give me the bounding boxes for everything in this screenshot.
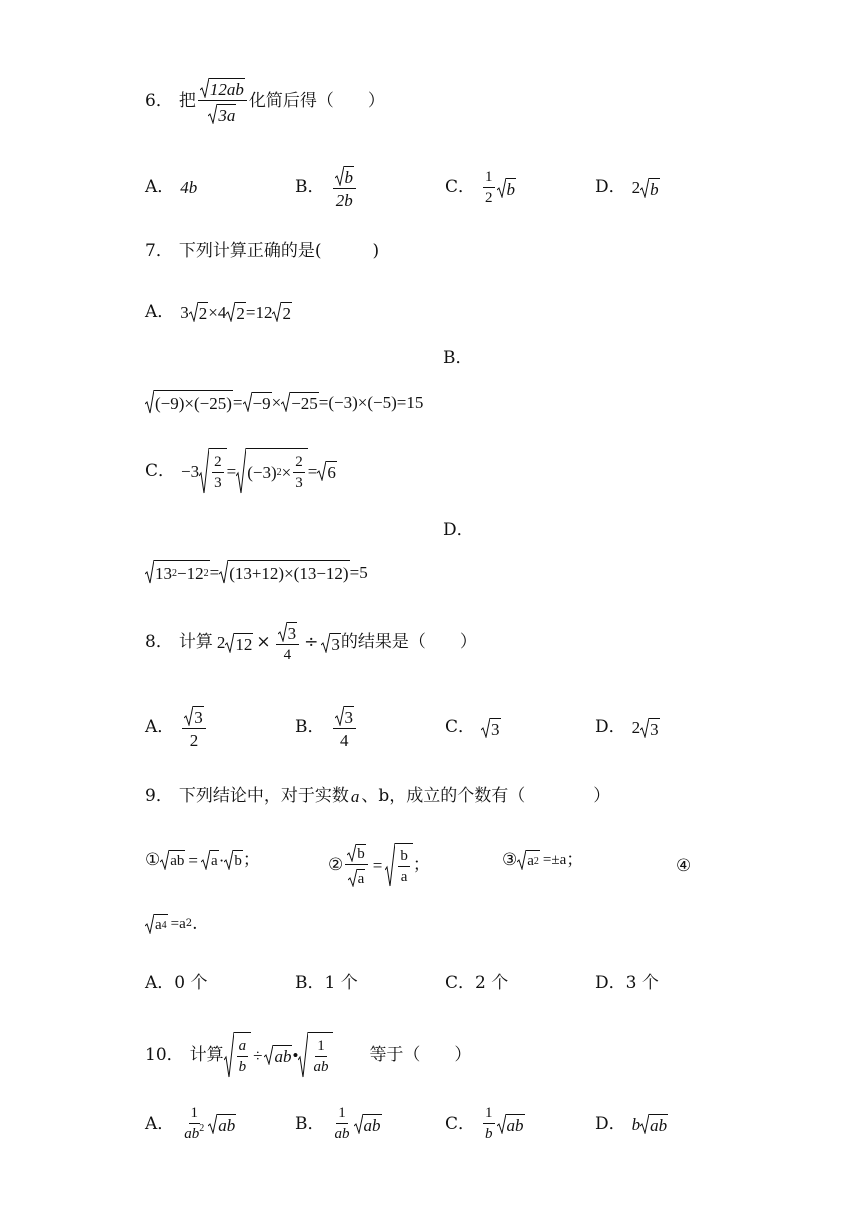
radical: b — [640, 178, 660, 198]
radical: 6 — [317, 461, 337, 481]
radical: 13 2 −12 2 — [145, 560, 210, 584]
option-c[interactable]: C． $\frac{1}{2}$ b — [445, 168, 516, 206]
radical — [385, 843, 413, 887]
radical: 3 — [184, 706, 204, 726]
radical — [298, 1032, 333, 1078]
option-c[interactable]: C． 2 个 — [445, 973, 509, 993]
question-9-stem: 9 ． 下列结论中，对于实数 a 、b，成立的个数有（ ） — [145, 786, 611, 806]
question-text: 下列结论中，对于实数 — [178, 786, 349, 806]
radical: 2 — [226, 302, 246, 322]
radical: −9 — [243, 392, 272, 412]
question-number: 6 — [145, 90, 156, 111]
radical: −25 — [281, 392, 319, 412]
question-7-option-d[interactable]: 13 2 −12 2 = (13+12)×(13−12) =5 — [145, 560, 368, 584]
question-text: 把 — [178, 90, 196, 111]
question-8-stem: 8 ． 计算 2 12 × $\frac{3}{4}$ ÷ 3 的结果是（ ） — [145, 622, 477, 663]
fraction — [198, 78, 247, 124]
fraction: $\frac{3}{2}$ — [182, 706, 206, 749]
radical: (13+12)×(13−12) — [219, 560, 349, 584]
radical: ab — [497, 1114, 525, 1134]
question-number: 10 — [145, 1044, 167, 1065]
option-d[interactable]: D． b ab — [595, 1113, 668, 1135]
question-8-options — [145, 706, 705, 749]
question-10-options — [145, 1106, 705, 1142]
fraction: $\frac{3}{4}$ — [276, 622, 300, 663]
radical: a 4 — [145, 914, 168, 934]
option-b[interactable]: B． $\frac{b}{2b}$ — [295, 166, 445, 209]
fraction: $\frac{b}{2b}$ — [333, 166, 357, 209]
fraction: $\frac{1}{ab}$ — [313, 1037, 329, 1075]
radical: ab — [208, 1114, 236, 1134]
question-text: 等于（ ） — [369, 1044, 472, 1065]
fraction: $\frac{2}{3}$ — [214, 453, 222, 491]
option-a[interactable]: A． 4b — [145, 177, 198, 198]
fraction — [345, 843, 368, 887]
fraction: $\frac{2}{3}$ — [295, 453, 303, 491]
option-d-label[interactable]: D． — [443, 520, 474, 540]
statement-3: ③ a 2 =±a ； — [502, 849, 584, 870]
radical: 2 — [272, 302, 292, 322]
radical: (−9)×(−25) — [145, 390, 233, 414]
statement-4: a 4 =a 2 . — [145, 914, 198, 934]
question-text: 计算 — [178, 632, 213, 653]
radical: 3 — [321, 633, 341, 653]
radical: 3 — [640, 718, 660, 738]
fraction: $\frac{a}{b}$ — [238, 1037, 247, 1075]
option-c[interactable]: C． 3 — [445, 717, 500, 739]
option-a[interactable]: A． $\frac{1}{ab^2}$ ab — [145, 1105, 236, 1142]
question-7-option-b[interactable]: (−9)×(−25) = −9 × −25 =(−3)×(−5)=15 — [145, 390, 423, 414]
option-c[interactable]: C． $\frac{1}{b}$ ab — [445, 1105, 524, 1142]
radical: b — [347, 844, 366, 862]
radical — [199, 448, 227, 494]
question-number: 7 — [145, 241, 156, 261]
radical: 2 — [189, 302, 209, 322]
radical: b — [224, 850, 243, 870]
radical: ab — [160, 850, 185, 870]
option-b[interactable]: B． $\frac{3}{4}$ — [295, 706, 445, 749]
radical: 3 — [335, 706, 355, 726]
radical: 12 — [225, 633, 253, 653]
question-6-options — [145, 166, 705, 209]
question-text: 的结果是（ ） — [340, 632, 477, 653]
radical: 12ab — [200, 78, 245, 98]
radical: a 2 — [517, 850, 540, 870]
option-a[interactable]: A． $\frac{3}{2}$ — [145, 706, 295, 749]
radical: ab — [640, 1114, 668, 1134]
statement-4-mark: ④ — [676, 856, 692, 876]
statement-2: ② $\frac{b}{a}$ = $\frac{b}{a}$ ； — [328, 843, 430, 887]
option-a[interactable]: A． 0 个 — [145, 973, 208, 993]
radical: a — [201, 850, 219, 870]
fraction: $\frac{1}{b}$ — [485, 1105, 493, 1142]
question-text: 、b，成立的个数有（ ） — [361, 786, 611, 806]
question-9-options — [145, 975, 705, 992]
fraction: $\frac{1}{ab^2}$ — [184, 1105, 205, 1142]
fraction: $\frac{b}{a}$ — [400, 847, 408, 885]
question-text: 化简后得（ ） — [248, 90, 385, 111]
option-d[interactable]: D． 2 b — [595, 177, 659, 199]
radical: a — [348, 869, 366, 887]
fraction: $\frac{1}{2}$ — [485, 168, 493, 206]
option-d[interactable]: D． 2 3 — [595, 717, 659, 739]
radical: (−3) 2 × $\frac{2}{3}$ — [236, 448, 308, 494]
question-number: 9 — [145, 786, 156, 806]
radical: 3a — [208, 104, 236, 124]
radical: ab — [264, 1045, 292, 1065]
option-b[interactable]: B． $\frac{1}{ab}$ ab — [295, 1105, 381, 1142]
radical: 3 — [278, 622, 298, 642]
option-d[interactable]: D． 3 个 — [595, 973, 659, 993]
radical: b — [335, 166, 355, 186]
radical — [224, 1032, 252, 1078]
radical: b — [497, 178, 517, 198]
fraction: $\frac{3}{4}$ — [333, 706, 357, 749]
radical: ab — [354, 1114, 382, 1134]
question-7-stem: 7 ． 下列计算正确的是( ) — [145, 241, 380, 261]
question-7-option-c[interactable]: C． −3 $\frac{2}{3}$ = (−3) 2 × $\frac{2}{3}$ = 6 — [145, 448, 337, 494]
question-text: 计算 — [189, 1044, 224, 1065]
option-b[interactable]: B． 1 个 — [295, 973, 358, 993]
question-10-stem: 10 ． 计算 $\frac{a}{b}$ ÷ ab • $\frac{1}{ab}$ 等于（ ） — [145, 1032, 471, 1078]
question-text: 下列计算正确的是( ) — [178, 241, 380, 261]
fraction: $\frac{1}{ab}$ — [334, 1105, 350, 1142]
radical: 3 — [481, 718, 501, 738]
question-6-stem: 6 ． 把 $\frac{12ab}{3a}$ 化简后得（ ） — [145, 78, 385, 124]
option-b-label[interactable]: B． — [443, 348, 473, 368]
question-7-option-a[interactable]: A． 3 2 × 4 2 =12 2 — [145, 301, 291, 323]
statement-1: ① ab = a · b ； — [145, 849, 260, 870]
question-number: 8 — [145, 632, 156, 653]
